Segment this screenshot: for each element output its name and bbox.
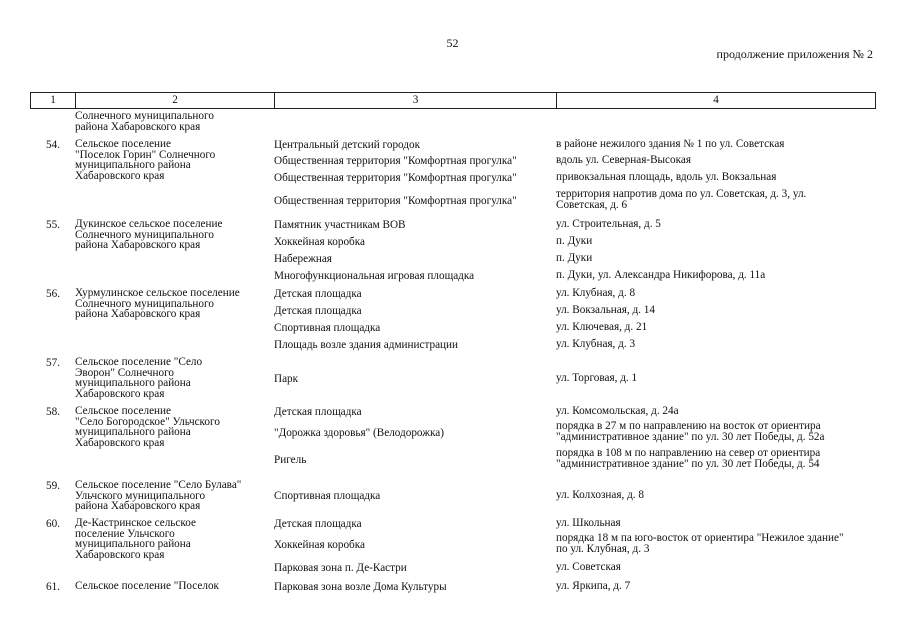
- column-header-3: 3: [275, 93, 557, 108]
- settlement-name: Де-Кастринское сельское поселение Ульчского муниципального района Хабаровского края: [75, 517, 196, 561]
- object-location: ул. Клубная, д. 3: [556, 338, 636, 350]
- object-name: Спортивная площадка: [274, 490, 381, 502]
- object-name: Детская площадка: [274, 518, 362, 530]
- object-location: привокзальная площадь, вдоль ул. Вокзальная: [556, 171, 777, 183]
- object-name: Общественная территория "Комфортная прогулка": [274, 172, 517, 184]
- object-location: в районе нежилого здания № 1 по ул. Советская: [556, 138, 785, 150]
- settlement-name: Сельское поселение "Поселок Горин" Солнечного муниципального района Хабаровского края: [75, 138, 216, 182]
- row-number: 54.: [46, 139, 60, 151]
- column-header-1: 1: [31, 93, 76, 108]
- column-header-4: 4: [713, 94, 719, 106]
- object-location: ул. Строительная, д. 5: [556, 218, 661, 230]
- object-location: ул. Вокзальная, д. 14: [556, 304, 655, 316]
- object-location: ул. Клубная, д. 8: [556, 287, 636, 299]
- object-location: порядка в 27 м по направлению на восток от ориентира "административное здание" по ул. 30 лет Победы, д. 52а: [556, 420, 825, 443]
- object-name: Памятник участникам ВОВ: [274, 219, 406, 231]
- settlement-name: Сельское поселение "Село Эворон" Солнечного муниципального района Хабаровского края: [75, 356, 203, 400]
- object-location: п. Дуки: [556, 252, 593, 264]
- object-location: ул. Комсомольская, д. 24а: [556, 405, 679, 417]
- object-name: Детская площадка: [274, 288, 362, 300]
- object-name: "Дорожка здоровья" (Велодорожка): [274, 427, 444, 439]
- object-name: Ригель: [274, 454, 307, 466]
- object-name: Общественная территория "Комфортная прогулка": [274, 155, 517, 167]
- object-name: Детская площадка: [274, 305, 362, 317]
- object-name: Детская площадка: [274, 406, 362, 418]
- settlement-name: Сельское поселение "Село Булава" Ульчского муниципального района Хабаровского края: [75, 479, 242, 512]
- row-number: 58.: [46, 406, 60, 418]
- object-name: Площадь возле здания администрации: [274, 339, 458, 351]
- object-name: Общественная территория "Комфортная прогулка": [274, 195, 517, 207]
- appendix-continuation: продолжение приложения № 2: [716, 47, 873, 61]
- object-location: ул. Колхозная, д. 8: [556, 489, 644, 501]
- object-name: Спортивная площадка: [274, 322, 381, 334]
- object-name: Центральный детский городок: [274, 139, 421, 151]
- column-header-2: 2: [76, 93, 275, 108]
- object-location: ул. Торговая, д. 1: [556, 372, 638, 384]
- object-name: Хоккейная коробка: [274, 236, 365, 248]
- object-location: ул. Советская: [556, 561, 621, 573]
- column-header-row: [30, 92, 876, 109]
- page-number: 52: [446, 36, 459, 50]
- settlement-name: Солнечного муниципального района Хабаровского края: [75, 110, 214, 133]
- row-number: 55.: [46, 219, 60, 231]
- settlement-name: Хурмулинское сельское поселение Солнечного муниципального района Хабаровского края: [75, 287, 240, 320]
- settlement-name: Дукинское сельское поселение Солнечного муниципального района Хабаровского края: [75, 218, 223, 251]
- object-name: Хоккейная коробка: [274, 539, 365, 551]
- object-location: п. Дуки: [556, 235, 593, 247]
- object-name: Парк: [274, 373, 299, 385]
- object-location: вдоль ул. Северная-Высокая: [556, 154, 691, 166]
- object-location: порядка в 108 м по направлению на север от ориентира "административное здание" по ул. 30 лет Победы, д. 54: [556, 447, 821, 470]
- row-number: 60.: [46, 518, 60, 530]
- object-location: п. Дуки, ул. Александра Никифорова, д. 11а: [556, 269, 766, 281]
- object-name: Парковая зона п. Де-Кастри: [274, 562, 407, 574]
- row-number: 59.: [46, 480, 60, 492]
- object-name: Парковая зона возле Дома Культуры: [274, 581, 447, 593]
- row-number: 61.: [46, 581, 60, 593]
- object-location: территория напротив дома по ул. Советская, д. 3, ул. Советская, д. 6: [556, 188, 807, 211]
- object-name: Набережная: [274, 253, 332, 265]
- settlement-name: Сельское поселение "Поселок: [75, 580, 219, 592]
- object-location: ул. Яркипа, д. 7: [556, 580, 631, 592]
- settlement-name: Сельское поселение "Село Богородское" Ульчского муниципального района Хабаровского края: [75, 405, 220, 449]
- object-location: порядка 18 м па юго-восток от ориентира "Нежилое здание" по ул. Клубная, д. 3: [556, 532, 844, 555]
- row-number: 56.: [46, 288, 60, 300]
- object-name: Многофункциональная игровая площадка: [274, 270, 475, 282]
- object-location: ул. Ключевая, д. 21: [556, 321, 648, 333]
- row-number: 57.: [46, 357, 60, 369]
- object-location: ул. Школьная: [556, 517, 621, 529]
